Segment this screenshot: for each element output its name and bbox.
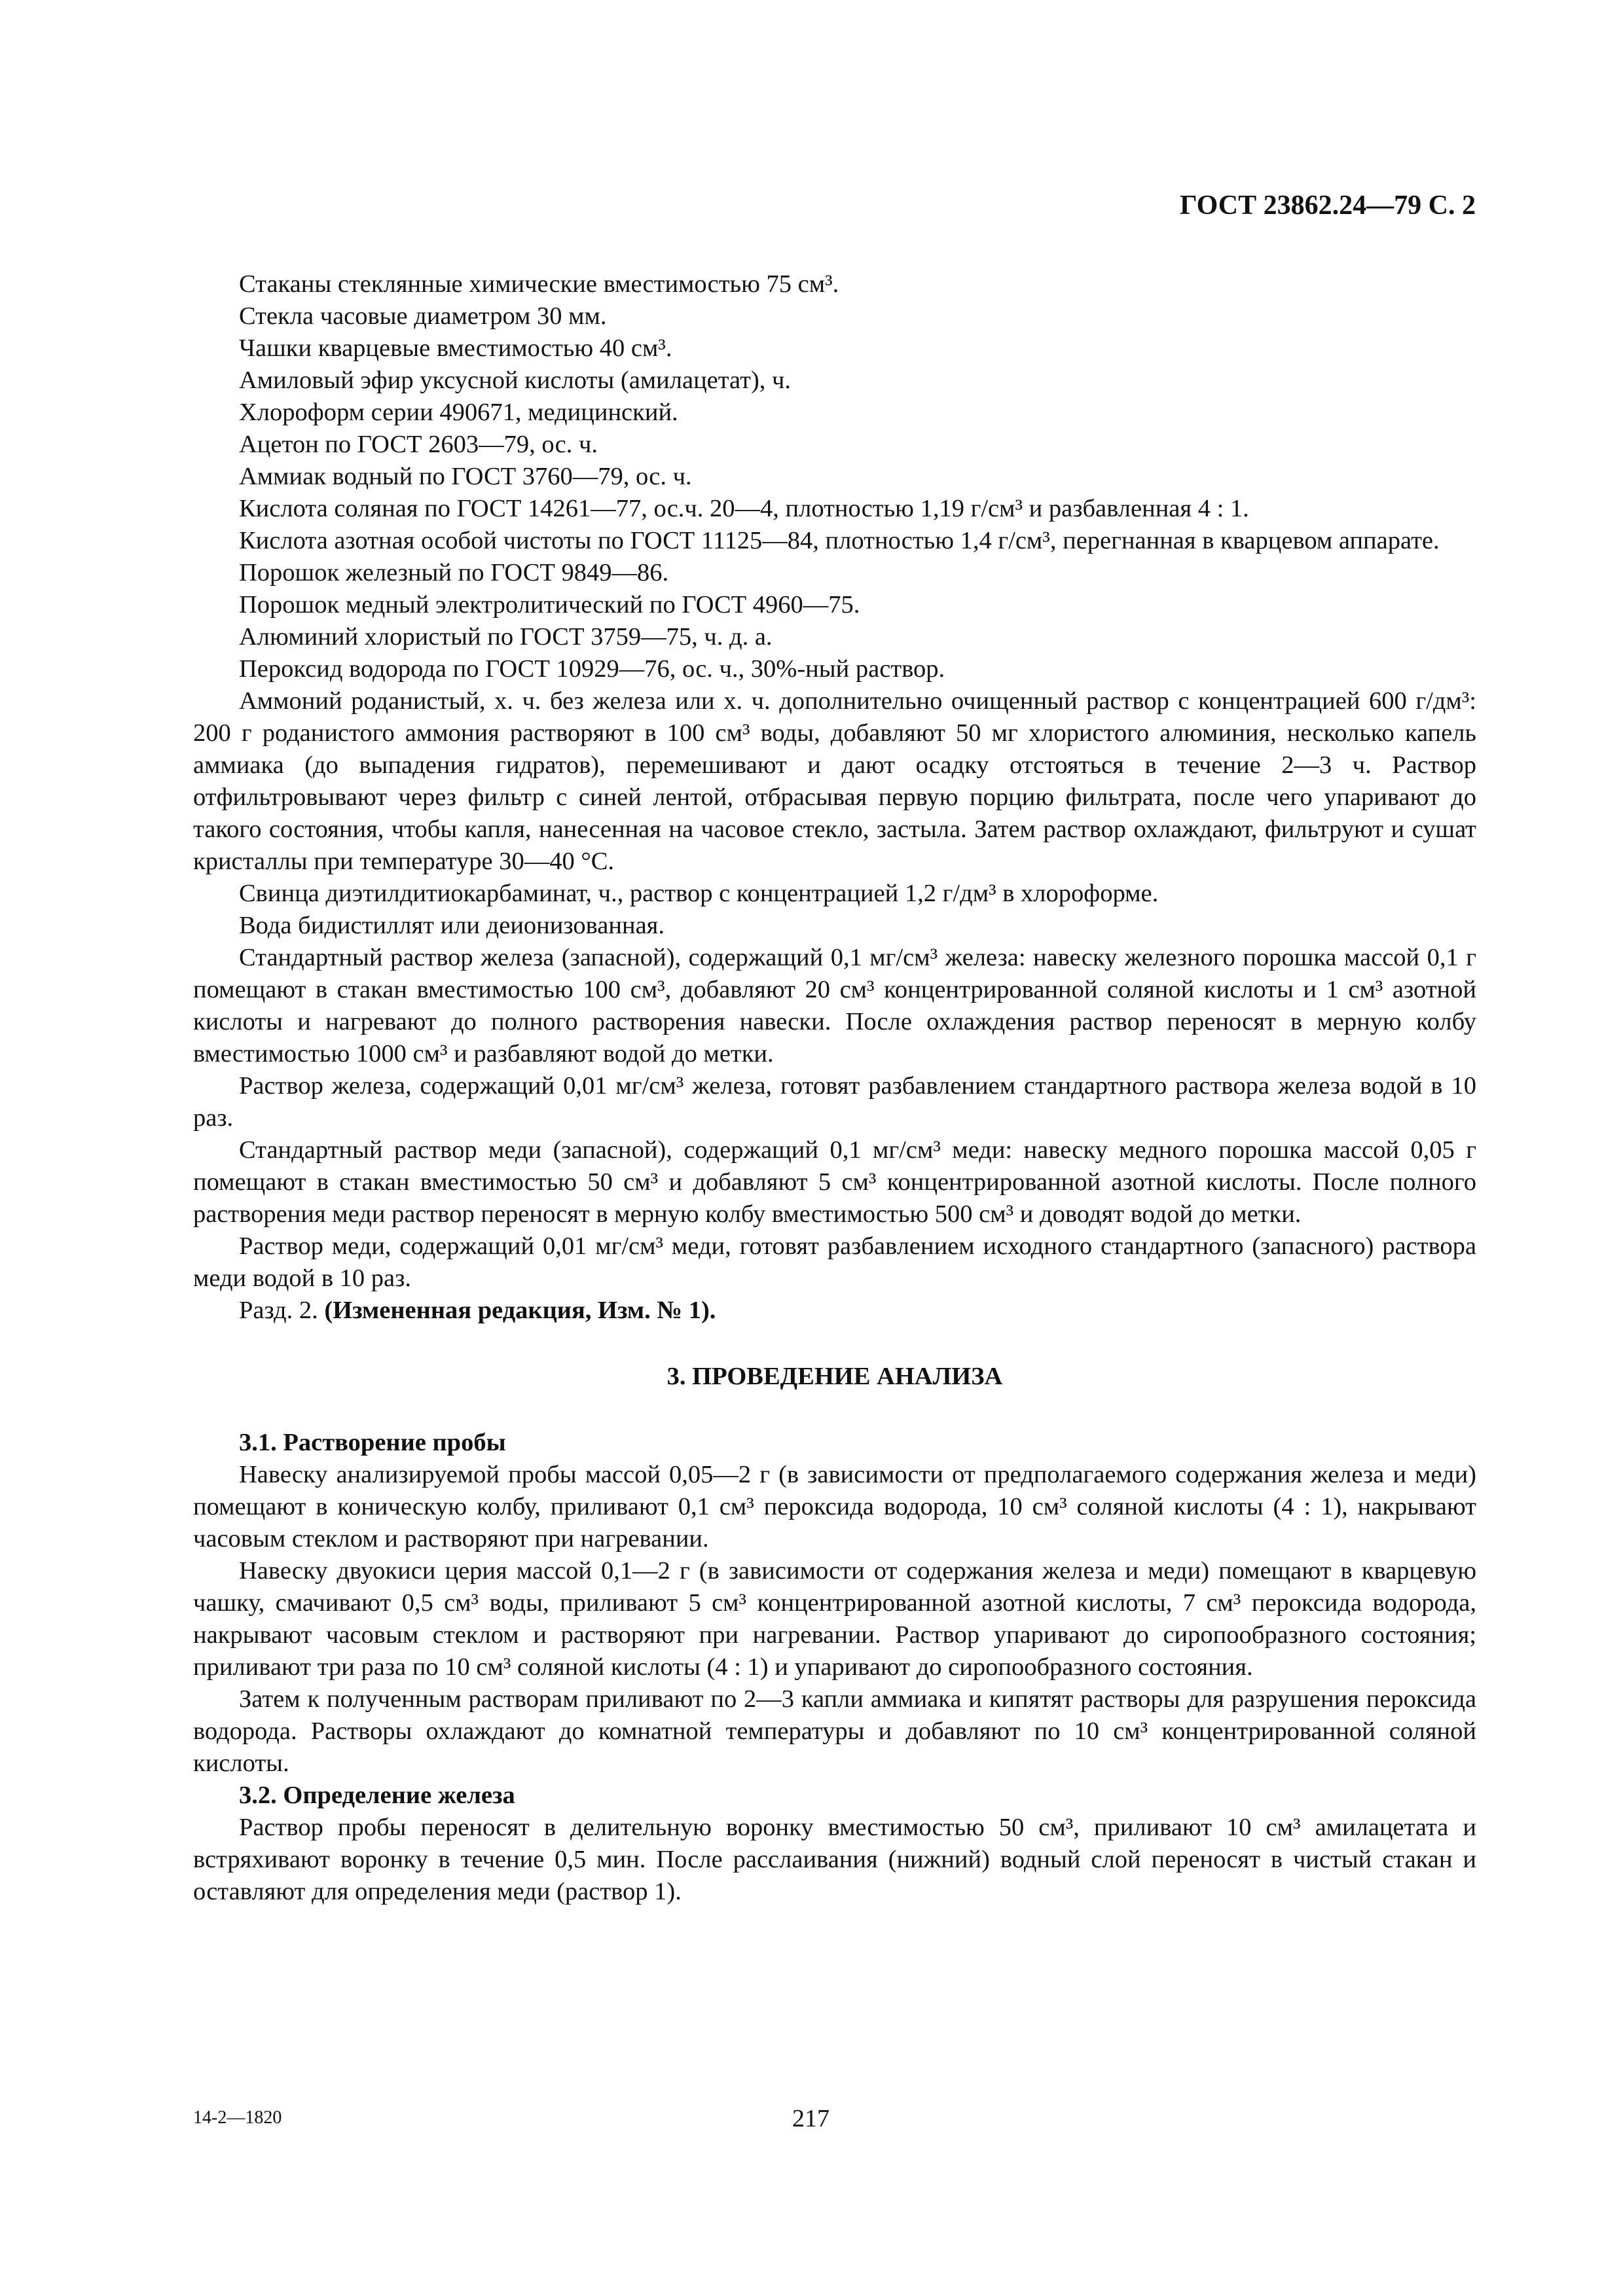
- list-item: Хлороформ серии 490671, медицинский.: [239, 399, 678, 426]
- list-item: Порошок медный электролитический по ГОСТ 4960—75.: [239, 591, 860, 619]
- list-item: Стаканы стеклянные химические вместимостью 75 см³.: [239, 270, 839, 298]
- footer-code: 14-2—1820: [193, 2108, 282, 2128]
- subsection-title: 3.1. Растворение пробы: [239, 1429, 506, 1456]
- list-item: Алюминий хлористый по ГОСТ 3759—75, ч. д. а.: [239, 623, 773, 651]
- paragraph: Раствор пробы переносят в делительную воронку вместимостью 50 см³, приливают 10 см³ амилацетата и встряхивают воронку в течение 0,5 мин. После расслаивания (нижний) водный слой переносят в чистый стакан и оставляют для определения меди (раствор 1).: [193, 1814, 1476, 1905]
- list-item: Раствор железа, содержащий 0,01 мг/см³ железа, готовят разбавлением стандартного раствора железа водой в 10 раз.: [193, 1072, 1476, 1132]
- amendment-note: [193, 1295, 1476, 1327]
- list-item: Кислота соляная по ГОСТ 14261—77, ос.ч. 20—4, плотностью 1,19 г/см³ и разбавленная 4 : 1.: [239, 495, 1249, 522]
- list-item: Аммоний роданистый, х. ч. без железа или х. ч. дополнительно очищенный раствор с концентрацией 600 г/дм³: 200 г роданистого аммония растворяют в 100 см³ воды, добавляют 50 мг хлористого алюминия, несколько капель аммиака (до выпадения гидратов), перемешивают и дают осадку отстояться в течение 2—3 ч. Раствор отфильтровывают через фильтр с синей лентой, отбрасывая первую порцию фильтрата, после чего упаривают до такого состояния, чтобы капля, нанесенная на часовое стекло, застыла. Затем раствор охлаждают, фильтруют и сушат кристаллы при температуре 30—40 °С.: [193, 687, 1476, 875]
- paragraph: Затем к полученным растворам приливают по 2—3 капли аммиака и кипятят растворы для разрушения пероксида водорода. Растворы охлаждают до комнатной температуры и добавляют по 10 см³ концентрированной соляной кислоты.: [193, 1685, 1476, 1777]
- list-item: Стандартный раствор железа (запасной), содержащий 0,1 мг/см³ железа: навеску железного порошка массой 0,1 г помещают в стакан вместимостью 100 см³, добавляют 20 см³ концентрированной соляной кислоты и 1 см³ азотной кислоты и нагревают до полного растворения навески. После охлаждения раствор переносят в мерную колбу вместимостью 1000 см³ и разбавляют водой до метки.: [193, 944, 1476, 1067]
- list-item: Чашки кварцевые вместимостью 40 см³.: [239, 334, 672, 362]
- list-item: Вода бидистиллят или деионизованная.: [239, 912, 665, 939]
- list-item: Аммиак водный по ГОСТ 3760—79, ос. ч.: [239, 463, 692, 490]
- document-body: [193, 268, 1476, 1908]
- list-item: Ацетон по ГОСТ 2603—79, ос. ч.: [239, 431, 598, 458]
- list-item: Стекла часовые диаметром 30 мм.: [239, 302, 607, 330]
- section-title: 3. ПРОВЕДЕНИЕ АНАЛИЗА: [666, 1363, 1003, 1390]
- paragraph: Навеску двуокиси церия массой 0,1—2 г (в зависимости от содержания железа и меди) помещают в кварцевую чашку, смачивают 0,5 см³ воды, приливают 5 см³ концентрированной азотной кислоты, 7 см³ пероксида водорода, накрывают часовым стеклом и растворяют при нагревании. Раствор упаривают до сиропообразного состояния; приливают три раза по 10 см³ соляной кислоты (4 : 1) и упаривают до сиропообразного состояния.: [193, 1557, 1476, 1681]
- paragraph: Навеску анализируемой пробы массой 0,05—2 г (в зависимости от предполагаемого содержания железа и меди) помещают в коническую колбу, приливают 0,1 см³ пероксида водорода, 10 см³ соляной кислоты (4 : 1), накрывают часовым стеклом и растворяют при нагревании.: [193, 1461, 1476, 1552]
- amendment-prefix: Разд. 2.: [239, 1297, 325, 1324]
- list-item: Кислота азотная особой чистоты по ГОСТ 11125—84, плотностью 1,4 г/см³, перегнанная в кварцевом аппарате.: [239, 527, 1440, 554]
- list-item: Пероксид водорода по ГОСТ 10929—76, ос. ч., 30%-ный раствор.: [239, 655, 945, 683]
- list-item: Свинца диэтилдитиокарбаминат, ч., раствор с концентрацией 1,2 г/дм³ в хлороформе.: [239, 880, 1159, 907]
- subsection-title: 3.2. Определение железа: [239, 1782, 515, 1809]
- reagents-list: [193, 268, 1476, 1295]
- page-number: 217: [792, 2105, 830, 2132]
- list-item: Стандартный раствор меди (запасной), содержащий 0,1 мг/см³ меди: навеску медного порошка массой 0,05 г помещают в стакан вместимостью 50 см³ и добавляют 5 см³ концентрированной азотной кислоты. После полного растворения меди раствор переносят в мерную колбу вместимостью 500 см³ и доводят водой до метки.: [193, 1136, 1476, 1228]
- page-header: ГОСТ 23862.24—79 С. 2: [1179, 190, 1476, 221]
- amendment-bold: (Измененная редакция, Изм. № 1).: [324, 1297, 716, 1324]
- list-item: Порошок железный по ГОСТ 9849—86.: [239, 559, 669, 586]
- list-item: Амиловый эфир уксусной кислоты (амилацетат), ч.: [239, 367, 792, 394]
- list-item: Раствор меди, содержащий 0,01 мг/см³ меди, готовят разбавлением исходного стандартного (запасного) раствора меди водой в 10 раз.: [193, 1232, 1476, 1292]
